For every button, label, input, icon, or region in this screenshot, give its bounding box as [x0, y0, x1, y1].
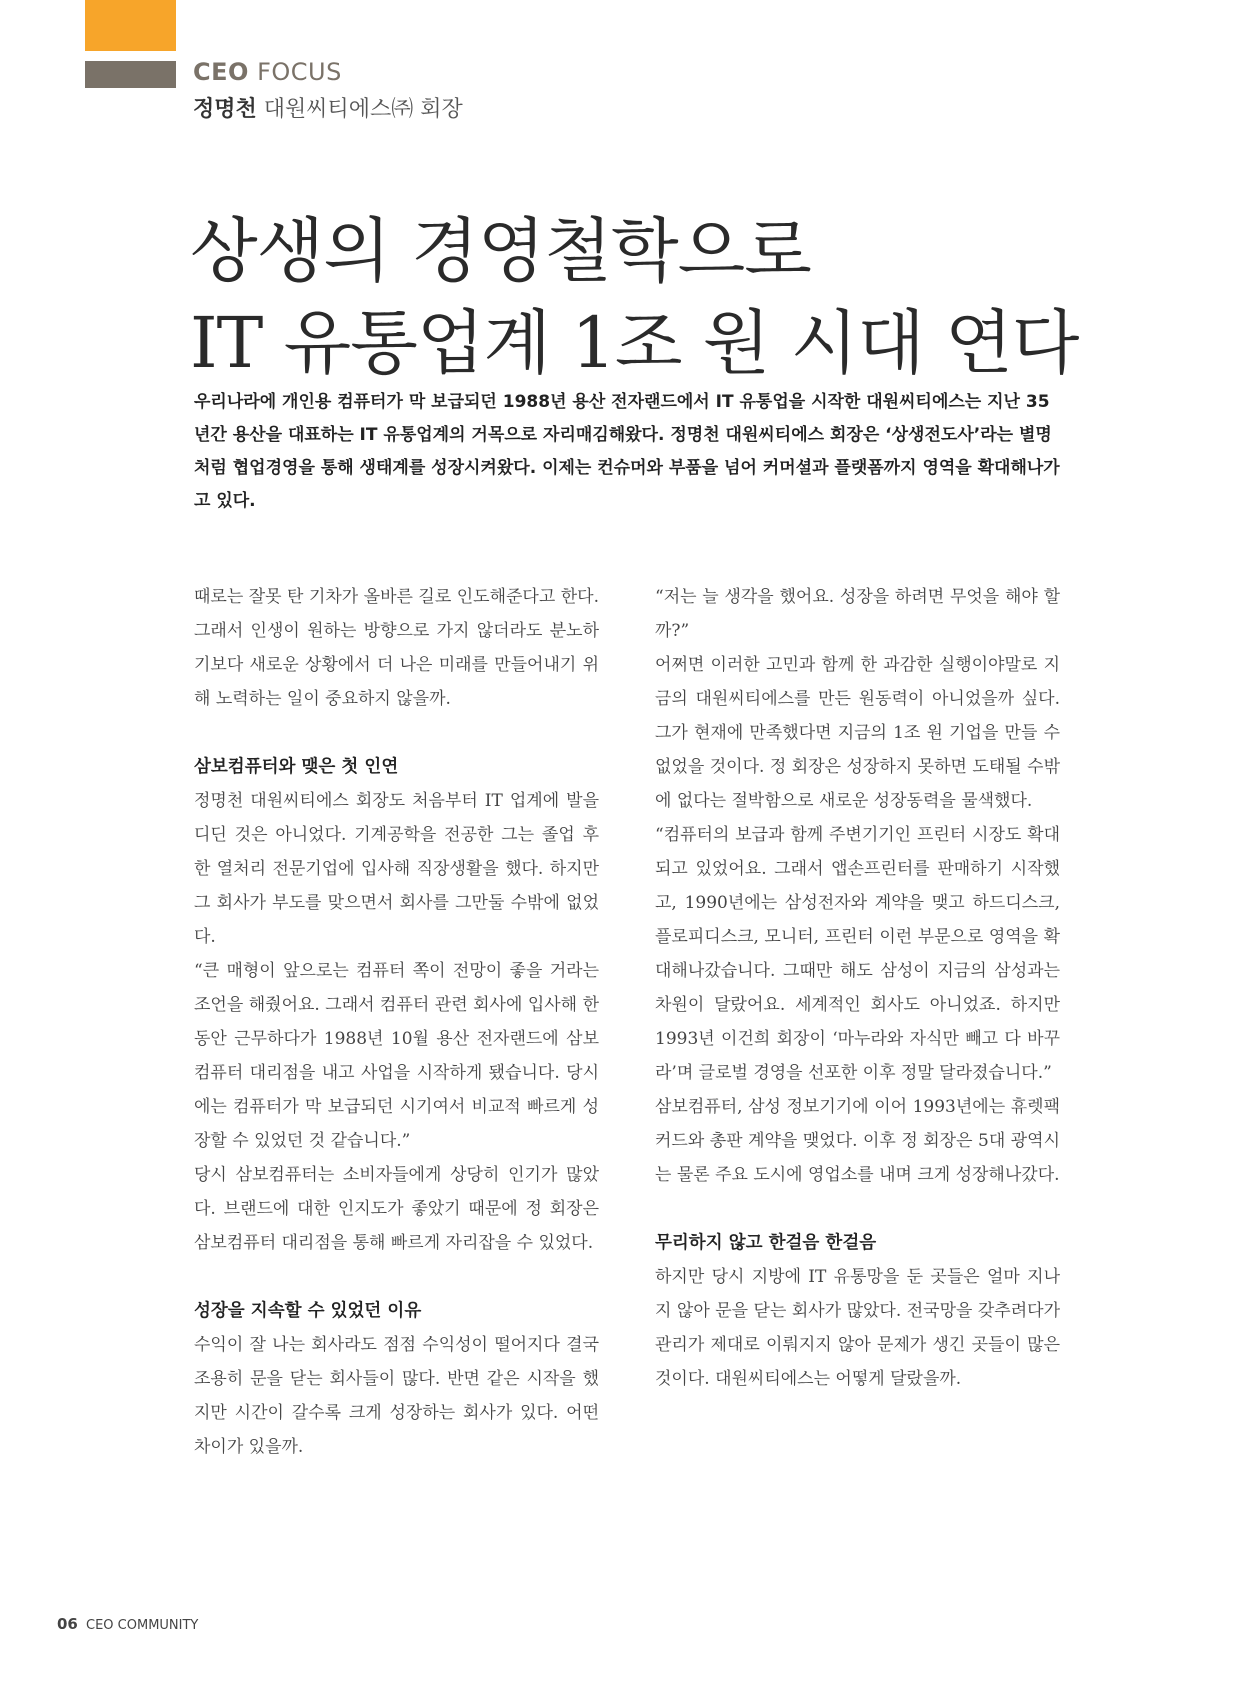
section-label: [193, 58, 342, 86]
lead-paragraph: 우리나라에 개인용 컴퓨터가 막 보급되던 1988년 용산 전자랜드에서 IT 유통업을 시작한 대원씨티에스는 지난 35년간 용산을 대표하는 IT 유통업계의 거목으로 자리매김해왔다. 정명천 대원씨티에스 회장은 ‘상생전도사’라는 별명처럼 협업경영을 통해 생태계를 성장시켜왔다. 이제는 컨슈머와 부품을 넘어 커머셜과 플랫폼까지 영역을 확대해나가고 있다.: [194, 392, 1060, 511]
body-paragraph: 어쩌면 이러한 고민과 함께 한 과감한 실행이야말로 지금의 대원씨티에스를 만든 원동력이 아니었을까 싶다. 그가 현재에 만족했다면 지금의 1조 원 기업을 만들 수 없었을 것이다. 정 회장은 성장하지 못하면 도태될 수밖에 없다는 절박함으로 새로운 성장동력을 물색했다.: [655, 655, 1060, 811]
body-paragraph: 정명천 대원씨티에스 회장도 처음부터 IT 업계에 발을 디딘 것은 아니었다. 기계공학을 전공한 그는 졸업 후 한 열처리 전문기업에 입사해 직장생활을 했다. 하지만 그 회사가 부도를 맞으면서 회사를 그만둘 수밖에 없었다.: [194, 791, 599, 947]
page-number: 06: [57, 1615, 78, 1633]
quote-paragraph: “큰 매형이 앞으로는 컴퓨터 쪽이 전망이 좋을 거라는 조언을 해줬어요. 그래서 컴퓨터 관련 회사에 입사해 한동안 근무하다가 1988년 10월 용산 전자랜드에 삼보컴퓨터 대리점을 내고 사업을 시작하게 됐습니다. 당시에는 컴퓨터가 막 보급되던 시기여서 비교적 빠르게 성장할 수 있었던 것 같습니다.”: [194, 961, 599, 1151]
left-column: [194, 580, 599, 1464]
intro-paragraph: 때로는 잘못 탄 기차가 올바른 길로 인도해준다고 한다. 그래서 인생이 원하는 방향으로 가지 않더라도 분노하기보다 새로운 상황에서 더 나은 미래를 만들어내기 위해 노력하는 일이 중요하지 않을까.: [194, 587, 599, 709]
right-column: [655, 580, 1060, 1396]
page-footer: [57, 1615, 198, 1633]
subheading-step-by-step: 무리하지 않고 한걸음 한걸음: [655, 1233, 877, 1253]
subheading-first-encounter: 삼보컴퓨터와 맺은 첫 인연: [194, 757, 399, 777]
body-paragraph: 삼보컴퓨터, 삼성 정보기기에 이어 1993년에는 휴렛팩커드와 총판 계약을 맺었다. 이후 정 회장은 5대 광역시는 물론 주요 도시에 영업소를 내며 크게 성장해나갔다.: [655, 1097, 1060, 1185]
byline: [193, 92, 463, 123]
body-paragraph: 당시 삼보컴퓨터는 소비자들에게 상당히 인기가 많았다. 브랜드에 대한 인지도가 좋았기 때문에 정 회장은 삼보컴퓨터 대리점을 통해 빠르게 자리잡을 수 있었다.: [194, 1165, 599, 1253]
section-label-bold: CEO: [193, 58, 249, 86]
body-paragraph: 수익이 잘 나는 회사라도 점점 수익성이 떨어지다 결국 조용히 문을 닫는 회사들이 많다. 반면 같은 시작을 했지만 시간이 갈수록 크게 성장하는 회사가 있다. 어떤 차이가 있을까.: [194, 1335, 599, 1457]
quote-paragraph: “저는 늘 생각을 했어요. 성장을 하려면 무엇을 해야 할까?”: [655, 587, 1060, 641]
section-label-rest: FOCUS: [257, 58, 342, 86]
publication-name: CEO COMMUNITY: [86, 1618, 199, 1633]
headline-line-2: IT 유통업계 1조 원 시대 연다: [190, 302, 1079, 384]
orange-accent-block: [85, 0, 176, 51]
headline-line-1: 상생의 경영철학으로: [190, 210, 811, 292]
quote-paragraph: “컴퓨터의 보급과 함께 주변기기인 프린터 시장도 확대되고 있었어요. 그래서 앱손프린터를 판매하기 시작했고, 1990년에는 삼성전자와 계약을 맺고 하드디스크, 플로피디스크, 모니터, 프린터 이런 부문으로 영역을 확대해나갔습니다. 그때만 해도 삼성이 지금의 삼성과는 차원이 달랐어요. 세계적인 회사도 아니었죠. 하지만 1993년 이건희 회장이 ‘마누라와 자식만 빼고 다 바꾸라’며 글로벌 경영을 선포한 이후 정말 달라졌습니다.”: [655, 825, 1060, 1083]
byline-title: 대원씨티에스㈜ 회장: [263, 97, 463, 122]
headline: [190, 205, 1078, 389]
body-paragraph: 하지만 당시 지방에 IT 유통망을 둔 곳들은 얼마 지나지 않아 문을 닫는 회사가 많았다. 전국망을 갖추려다가 관리가 제대로 이뤄지지 않아 문제가 생긴 곳들이 많은 것이다. 대원씨티에스는 어떻게 달랐을까.: [655, 1267, 1060, 1389]
byline-name: 정명천: [193, 97, 257, 122]
gray-accent-block: [85, 61, 176, 88]
subheading-sustained-growth: 성장을 지속할 수 있었던 이유: [194, 1301, 422, 1321]
